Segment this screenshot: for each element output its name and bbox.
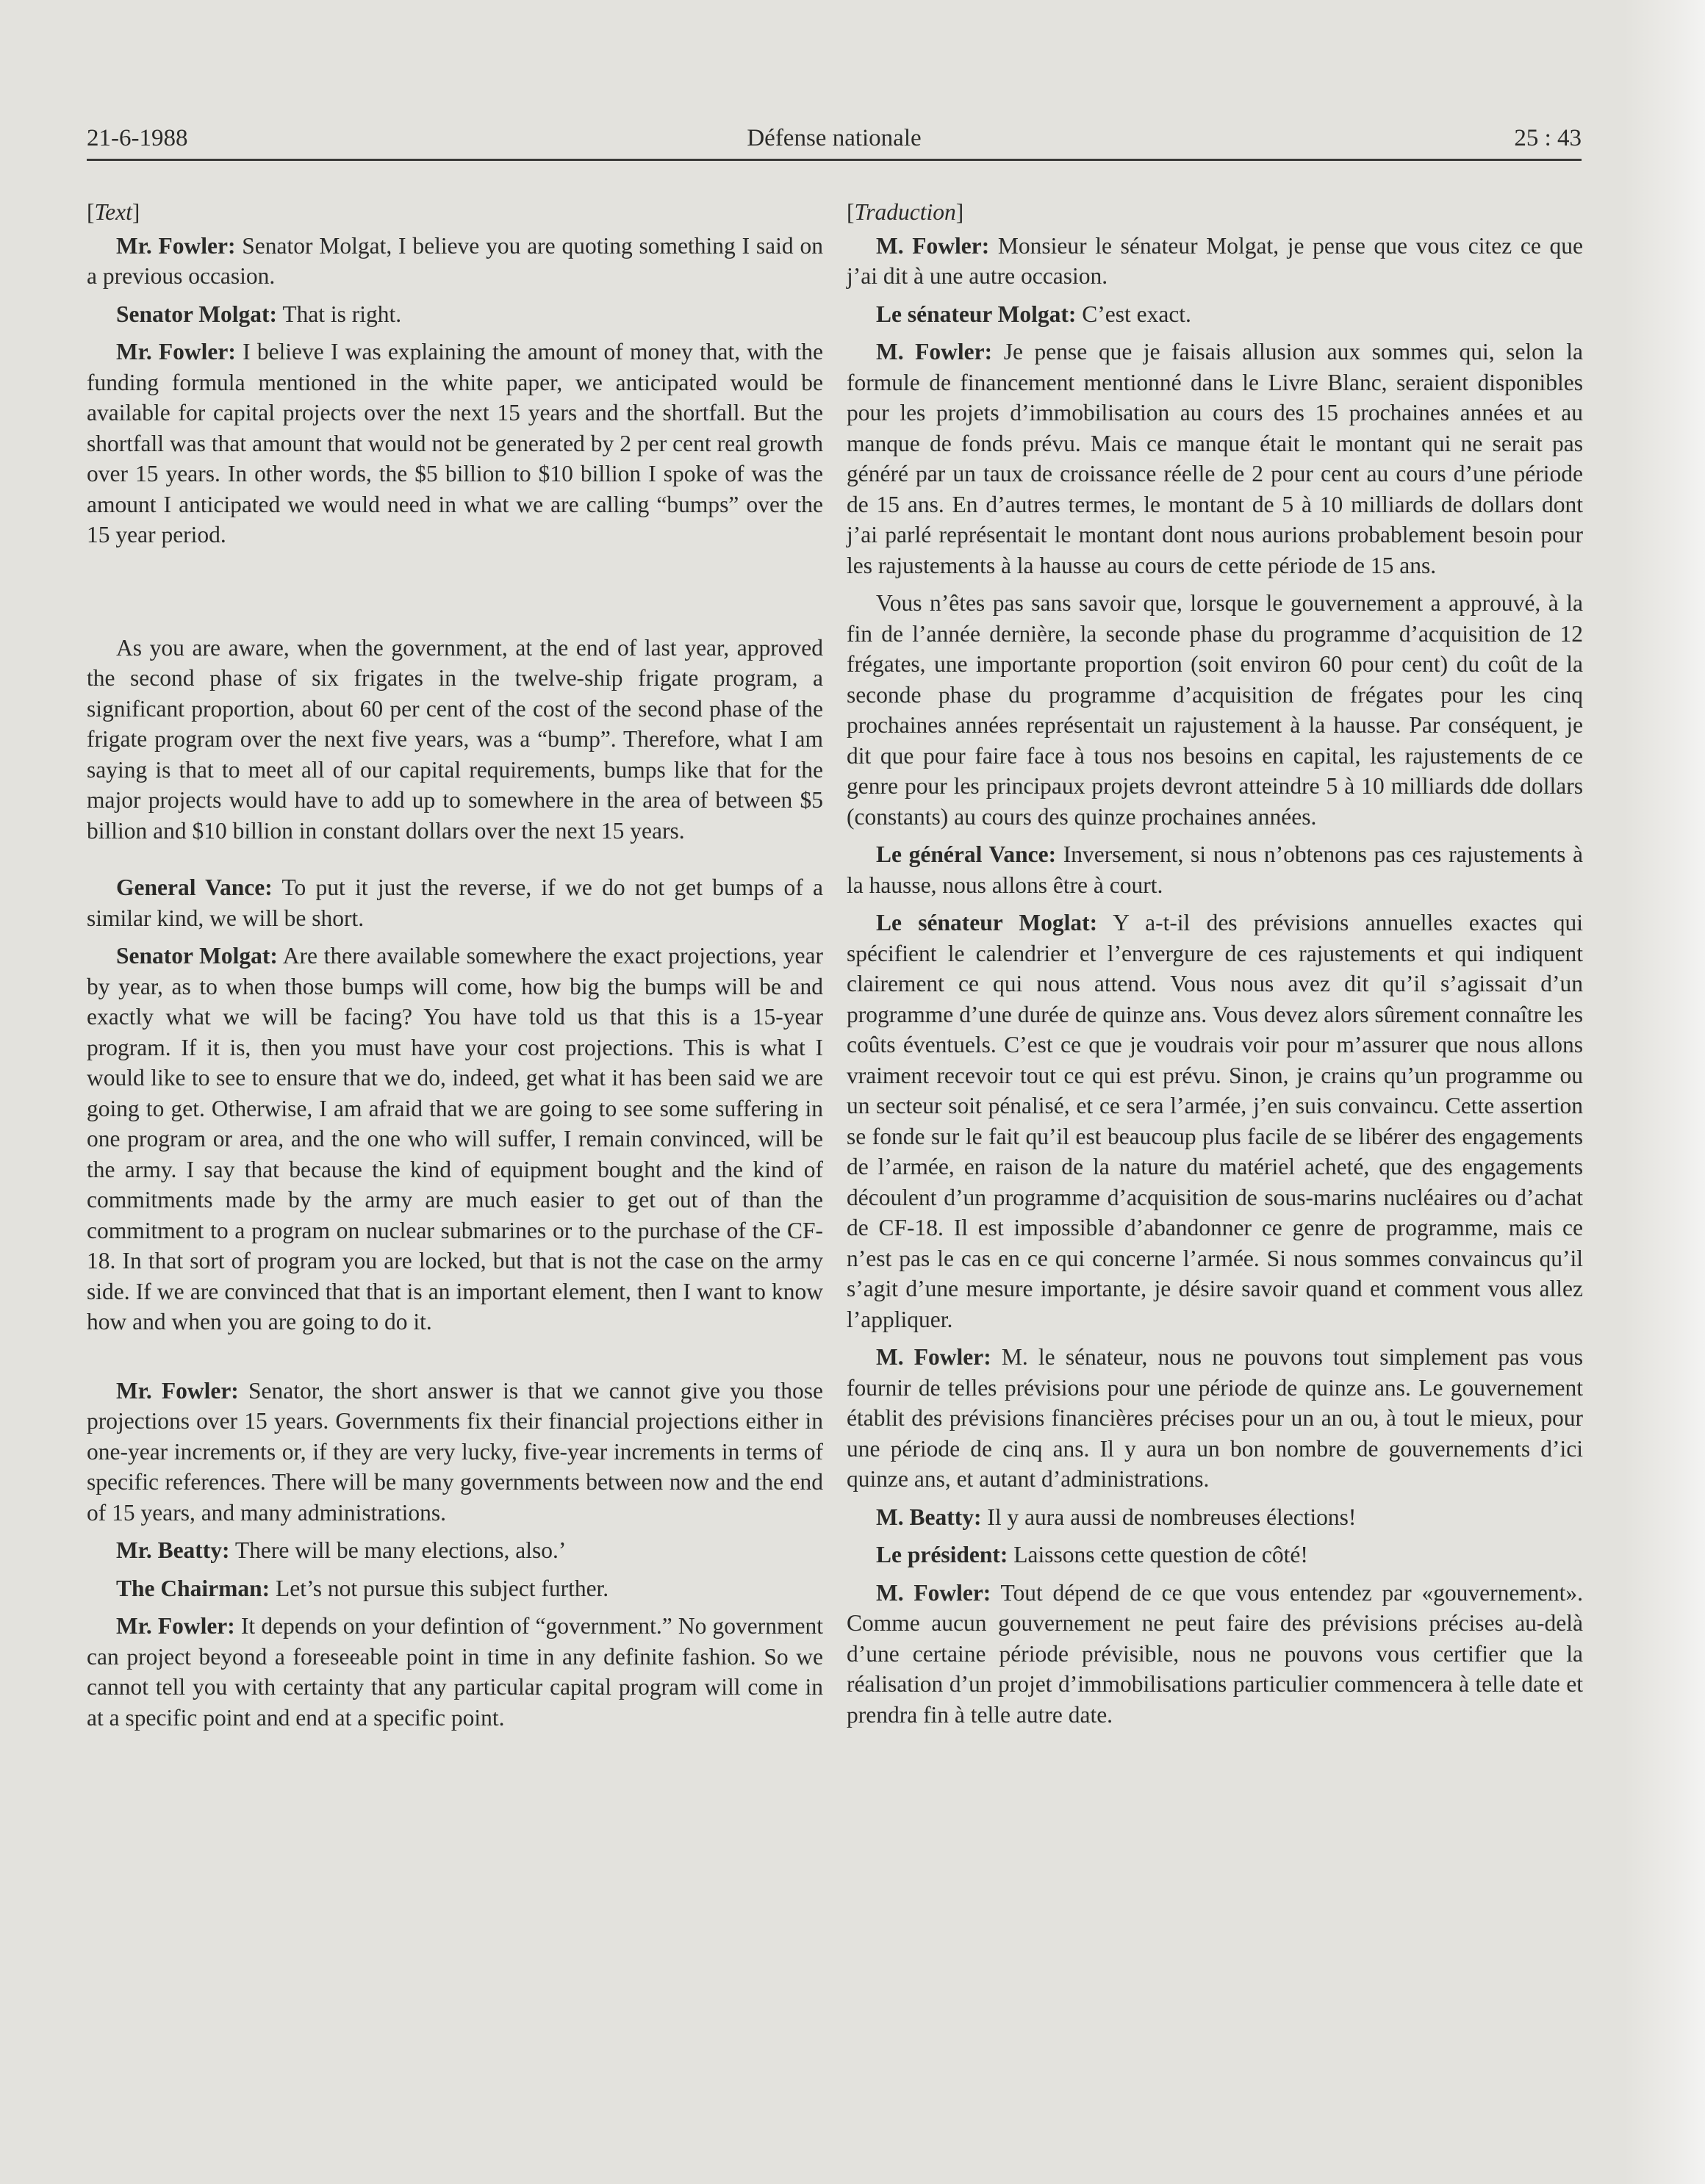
paragraph: The Chairman: Let’s not pursue this subject further. [116, 1575, 609, 1601]
paragraph: Le sénateur Molgat: C’est exact. [876, 301, 1191, 327]
paragraph: Mr. Fowler: Senator, the short answer is that we cannot give you those projections over 15 years. Governments fix their financial projections either in one-year increments or, if they are very lucky, five-year increments in terms of specific references. There will be many governments between now and the end of 15 years, and many administrations. [87, 1377, 824, 1526]
section-tag: [Text] [87, 199, 140, 225]
paragraph: M. Fowler: Tout dépend de ce que vous entendez par «gouvernement». Comme aucun gouvernement ne peut faire des prévisions précises au-delà d’une certaine période prévisible, nous ne pouvons vous certifier que la réalisation d’un projet d’immobilisations particulier commencera à telle date et prendra fin à telle autre date. [847, 1579, 1583, 1728]
paragraph: As you are aware, when the government, at the end of last year, approved the second phase of six frigates in the twelve-ship frigate program, a significant proportion, about 60 per cent of the cost of the second phase of the frigate program over the next five years, was a “bump”. Therefore, what I am saying is that to meet all of our capital requirements, bumps like that for the major projects would have to add up to somewhere in the area of between $5 billion and $10 billion in constant dollars over the next 15 years. [87, 634, 823, 844]
french-column [847, 197, 1583, 1737]
paragraph: M. Beatty: Il y aura aussi de nombreuses élections! [876, 1504, 1357, 1530]
paragraph: Senator Molgat: That is right. [116, 301, 402, 327]
paragraph: Senator Molgat: Are there available somewhere the exact projections, year by year, as to when those bumps will come, how big the bumps will be and exactly what we will be facing? You have told us that this is a 15-year program. If it is, then you must have your cost projections. This is what I would like to see to ensure that we do, indeed, get what it has been said we are going to get. Otherwise, I am afraid that we are going to see some suffering in one program or area, and the one who will suffer, I remain convinced, will be the army. I say that because the kind of equipment bought and the kind of commitments made by the army are much easier to get out of than the commitment to a program on nuclear submarines or to the purchase of the CF-18. In that sort of program you are locked, but that is not the case on the army side. If we are convinced that that is an important element, then I want to know how and when you are going to do it. [87, 943, 823, 1335]
speaker: M. Fowler: [876, 339, 993, 364]
speaker: Senator Molgat: [116, 943, 278, 969]
speaker: Mr. Fowler: [116, 232, 236, 259]
speaker: Le sénateur Moglat: [876, 910, 1098, 935]
paragraph: General Vance: To put it just the reverse, if we do not get bumps of a similar kind, we will be short. [87, 874, 823, 931]
speaker: Mr. Fowler: [116, 339, 236, 364]
speaker: Le président: [876, 1542, 1008, 1567]
speaker: Le général Vance: [876, 841, 1057, 867]
paragraph: Mr. Beatty: There will be many elections, also.’ [116, 1537, 567, 1563]
section-tag: [Traduction] [847, 199, 964, 225]
speaker: Senator Molgat: [116, 301, 278, 327]
header-title: Défense nationale [747, 125, 922, 151]
header-date: 21-6-1988 [87, 125, 188, 151]
speaker: M. Fowler: [876, 1579, 991, 1606]
paragraph: Mr. Fowler: It depends on your defintion of “government.” No government can project beyond a foreseeable point in time in any definite fashion. So we cannot tell you with certainty that any particular capital program will come in at a specific point and end at a specific point. [87, 1613, 824, 1731]
paragraph: Vous n’êtes pas sans savoir que, lorsque le gouvernement a approuvé, à la fin de l’année dernière, la seconde phase du programme d’acquisition de 12 frégates, une importante proportion (soit environ 60 pour cent) du coût de la seconde phase du programme d’acquisition de frégates pour les cinq prochaines années représentait un rajustement à la hausse. Par conséquent, je dit que pour faire face à tous nos besoins en capital, les rajustements de ce genre pour les principaux projets devront atteindre 5 à 10 milliards dde dollars (constants) au cours des quinze prochaines années. [847, 590, 1583, 830]
paragraph: Mr. Fowler: I believe I was explaining the amount of money that, with the funding formula mentioned in the white paper, we anticipated would be available for capital projects over the next 15 years and the shortfall. But the shortfall was that amount that would not be generated by 2 per cent real growth over 15 years. In other words, the $5 billion to $10 billion I spoke of was the amount I anticipated we would need in what we are calling “bumps” over the 15 year period. [87, 339, 824, 547]
english-column [87, 197, 823, 1740]
paragraph: M. Fowler: Je pense que je faisais allusion aux sommes qui, selon la formule de financement mentionné dans le Livre Blanc, seraient disponibles pour les projets d’immobilisation au cours des 15 prochaines années et au manque de fonds prévu. Mais ce manque était le montant qui ne serait pas généré par un taux de croissance réelle de 2 pour cent au cours d’une période de 15 ans. En d’autres termes, le montant de 5 à 10 milliards de dollars dont j’ai parlé représentait le montant dont nous aurions probablement besoin pour les rajustements à la hausse au cours de cette période de 15 ans. [847, 339, 1583, 578]
speaker: General Vance: [116, 874, 273, 900]
paragraph: M. Fowler: Monsieur le sénateur Molgat, je pense que vous citez ce que j’ai dit à une autre occasion. [847, 232, 1583, 289]
paragraph: Le général Vance: Inversement, si nous n’obtenons pas ces rajustements à la hausse, nous allons être à court. [847, 841, 1583, 898]
speaker: Mr. Fowler: [116, 1613, 235, 1639]
speaker: Le sénateur Molgat: [876, 301, 1077, 327]
running-header [87, 125, 1582, 161]
paragraph: Le président: Laissons cette question de côté! [876, 1542, 1308, 1567]
speaker: M. Fowler: [876, 232, 990, 259]
speaker: M. Beatty: [876, 1504, 982, 1530]
speaker: Mr. Fowler: [116, 1377, 239, 1404]
paragraph: M. Fowler: M. le sénateur, nous ne pouvons tout simplement pas vous fournir de telles prévisions pour une période de quinze ans. Le gouvernement établit des prévisions financières précises pour un an ou, à tout le mieux, pour une période de cinq ans. Il y aura un bon nombre de gouvernements d’ici quinze ans, et autant d’administrations. [847, 1344, 1583, 1492]
speaker: Mr. Beatty: [116, 1537, 230, 1563]
speaker: The Chairman: [116, 1575, 270, 1601]
speaker: M. Fowler: [876, 1344, 991, 1370]
paragraph: Mr. Fowler: Senator Molgat, I believe you are quoting something I said on a previous occasion. [87, 232, 823, 289]
header-page-number: 25 : 43 [1514, 125, 1582, 151]
paragraph: Le sénateur Moglat: Y a-t-il des prévisions annuelles exactes qui spécifient le calendrier et l’envergure de ces rajustements et qui indiquent clairement ce qui nous attend. Vous nous avez dit qu’il s’agissait d’un programme d’une durée de quinze ans. Vous devez alors sûrement connaître les coûts éventuels. C’est ce que je voudrais voir pour m’assurer que nous allons vraiment recevoir tout ce qui est prévu. Sinon, je crains qu’un programme ou un secteur soit pénalisé, et ce sera l’armée, j’en suis convaincu. Cette assertion se fonde sur le fait qu’il est beaucoup plus facile de se libérer des engagements de l’armée, en raison de la nature du matériel acheté, que des engagements découlent d’un programme d’acquisition de sous-marins nucléaires ou d’achat de CF-18. Il est impossible d’abandonner ce genre de programme, mais ce n’est pas le cas en ce qui concerne l’armée. Si nous sommes convaincus qu’il s’agit d’une mesure importante, je désire savoir quand et comment vous allez l’appliquer. [847, 910, 1584, 1332]
page-edge-shadow [1624, 0, 1705, 2184]
